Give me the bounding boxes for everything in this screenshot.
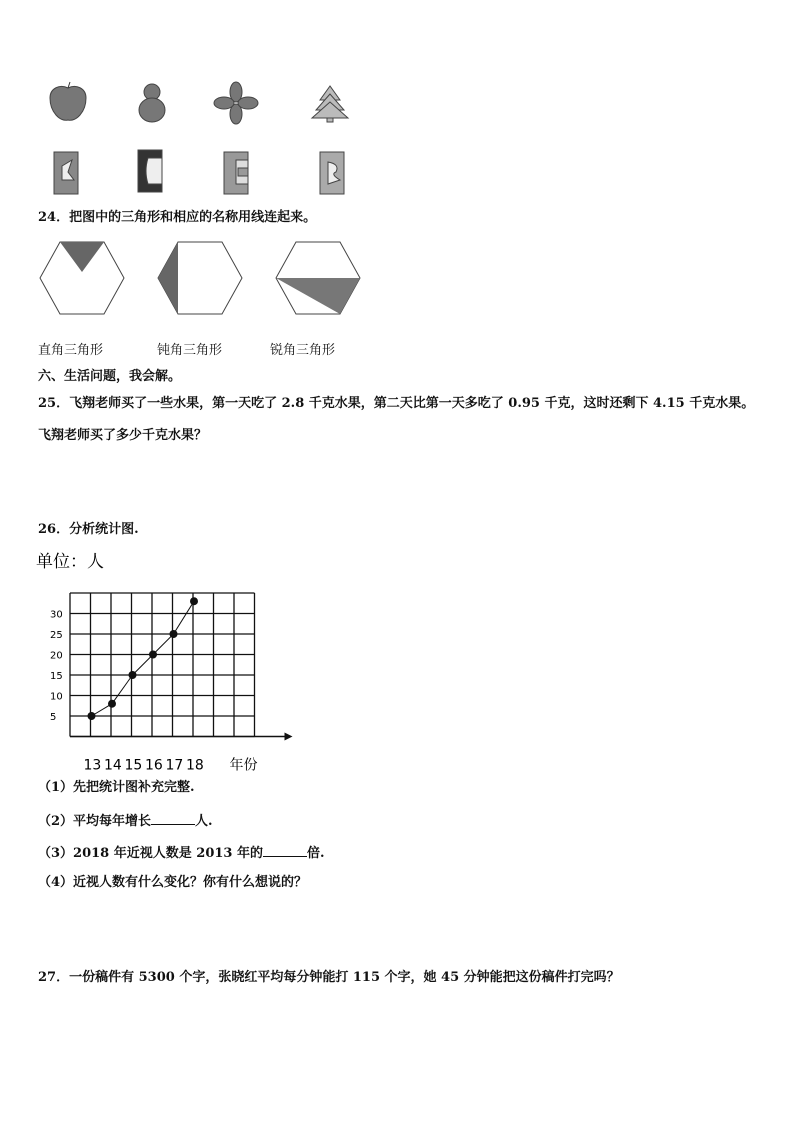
x-tick-label: 17: [165, 757, 184, 774]
label-right-triangle: 直角三角形: [38, 343, 104, 358]
q24-prompt: 24．把图中的三角形和相应的名称用线连起来。: [38, 210, 317, 225]
q26-sub3: [38, 844, 325, 862]
cutout-e-4: [320, 152, 344, 194]
q26-prompt: 26．分析统计图.: [38, 522, 139, 537]
tree-icon: [312, 86, 348, 122]
x-tick-label: 18: [186, 757, 204, 774]
flower-icon: [214, 82, 258, 124]
label-obtuse-triangle: 钝角三角形: [157, 343, 223, 358]
hexagon-1: [40, 242, 124, 314]
q26-sub3-post: 倍.: [307, 846, 325, 861]
q26-sub1: （1）先把统计图补充完整.: [38, 780, 195, 795]
q27-text: 27．一份稿件有 5300 个字，张晓红平均每分钟能打 115 个字，她 45 分钟能把这份稿件打完吗？: [38, 970, 620, 985]
data-point: [129, 671, 137, 679]
q26-sub3-pre: （3）2018 年近视人数是 2013 年的: [38, 846, 263, 861]
q26-sub3-blank[interactable]: [263, 844, 307, 857]
cutout-e-3: [224, 152, 248, 194]
cutout-figures: [40, 80, 370, 200]
gourd-icon: [139, 84, 165, 122]
y-tick-label: 30: [50, 609, 63, 621]
data-point: [88, 712, 96, 720]
y-tick-label: 20: [50, 650, 63, 662]
q26-sub2: [38, 812, 213, 830]
label-acute-triangle: 锐角三角形: [270, 343, 336, 358]
y-tick-label: 10: [50, 691, 63, 703]
x-tick-label: 14: [104, 757, 122, 774]
q26-sub2-blank[interactable]: [151, 812, 195, 825]
q26-sub2-post: 人.: [195, 814, 213, 829]
data-point: [190, 597, 198, 605]
series-line: [92, 601, 195, 716]
line-chart: [30, 545, 310, 775]
y-tick-label: 5: [50, 712, 57, 723]
section-6-heading: 六、生活问题，我会解。: [38, 369, 182, 384]
y-tick-label: 15: [50, 671, 63, 682]
q25-line2: 飞翔老师买了多少千克水果？: [38, 428, 208, 443]
hexagon-2: [158, 242, 242, 314]
data-point: [170, 630, 178, 638]
q25-line1: 25．飞翔老师买了一些水果，第一天吃了 2.8 千克水果，第二天比第一天多吃了 0.95 千克，这时还剩下 4.15 千克水果。: [38, 396, 755, 411]
q26-sub4: （4）近视人数有什么变化？你有什么想说的？: [38, 875, 308, 890]
x-tick-label: 16: [145, 757, 163, 774]
x-tick-label: 13: [83, 757, 102, 774]
y-tick-label: 25: [50, 630, 63, 641]
data-point: [108, 700, 116, 708]
hexagon-3: [276, 242, 360, 314]
q26-sub2-pre: （2）平均每年增长: [38, 814, 152, 829]
apple-icon: [50, 82, 86, 120]
data-point: [149, 651, 157, 659]
q24-hexagon-figures: [38, 240, 368, 320]
x-axis-label: 年份: [229, 757, 258, 774]
cutout-e-2: [138, 150, 162, 192]
x-axis-arrow: [285, 733, 293, 741]
chart-unit-label: 单位：人: [36, 552, 104, 572]
x-tick-label: 15: [124, 757, 143, 774]
cutout-e-1: [54, 152, 78, 194]
